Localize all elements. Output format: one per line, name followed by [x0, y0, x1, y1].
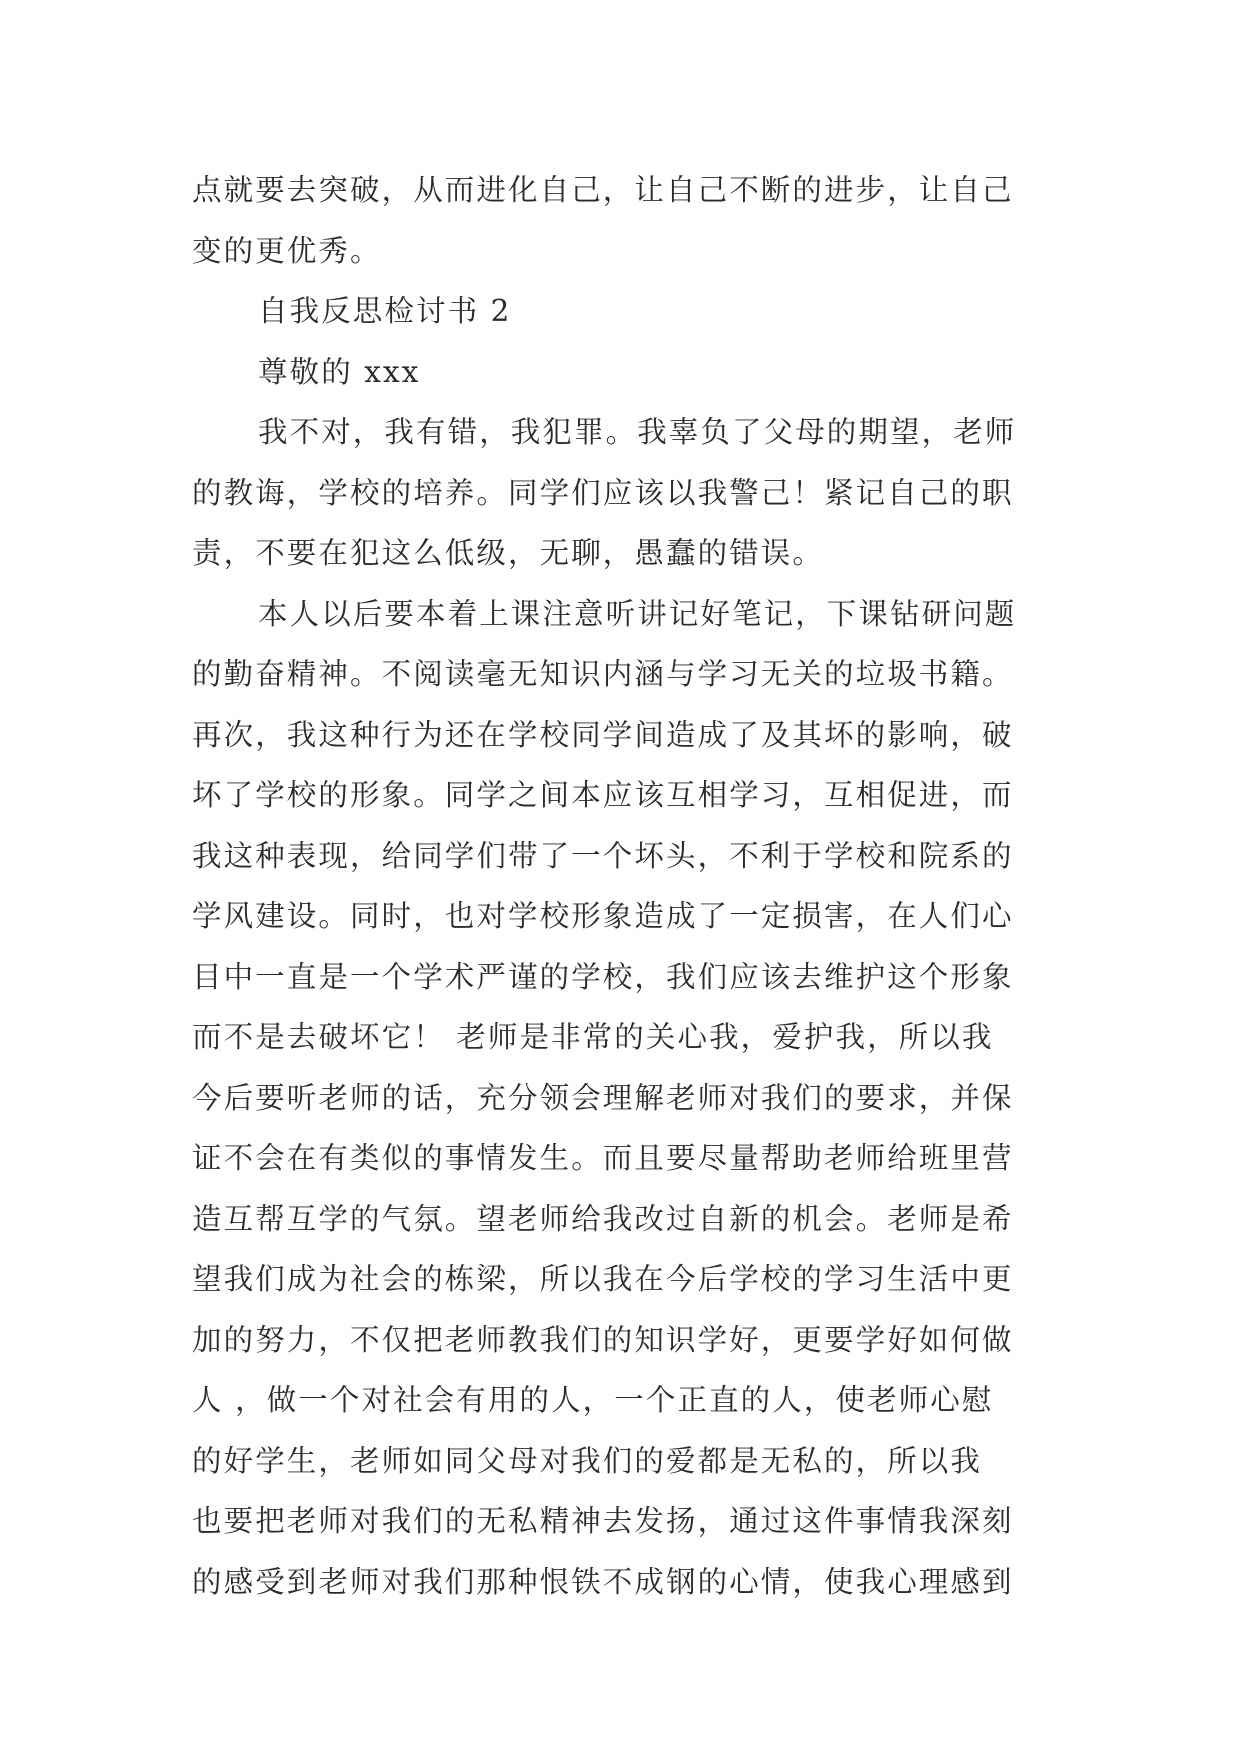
text-line: 的教诲，学校的培养。同学们应该以我警己！紧记自己的职: [192, 475, 1014, 510]
paragraph-commitment: [192, 584, 1072, 1613]
text-line: 的好学生，老师如同父母对我们的爱都是无私的，所以我: [192, 1443, 983, 1478]
text-line: 加的努力，不仅把老师教我们的知识学好，更要学好如何做: [192, 1322, 1014, 1357]
text-line: 证不会在有类似的事情发生。而且要尽量帮助老师给班里营: [192, 1141, 1014, 1175]
salutation: 尊敬的 xxx: [258, 354, 421, 389]
text-line: 变的更优秀。: [192, 233, 382, 268]
text-line: 目中一直是一个学术严谨的学校，我们应该去维护这个形象: [192, 959, 1014, 994]
text-line: 本人以后要本着上课注意听讲记好笔记，下课钻研问题: [258, 596, 1017, 631]
document-body: [192, 160, 1072, 1612]
text-line: 点就要去突破，从而进化自己，让自己不断的进步，让自己: [192, 173, 1014, 207]
text-line: 责，不要在犯这么低级，无聊，愚蠢的错误。: [192, 536, 825, 570]
text-line: 再次，我这种行为还在学校同学间造成了及其坏的影响，破: [192, 717, 1014, 752]
text-line: 的勤奋精神。不阅读毫无知识内涵与学习无关的垃圾书籍。: [192, 657, 1014, 691]
text-line: 学风建设。同时，也对学校形象造成了一定损害，在人们心: [192, 899, 1014, 933]
text-line: 人 ，做一个对社会有用的人，一个正直的人，使老师心慰: [192, 1383, 994, 1417]
text-line: 今后要听老师的话，充分领会理解老师对我们的要求，并保: [192, 1080, 1014, 1115]
text-line: 造互帮互学的气氛。望老师给我改过自新的机会。老师是希: [192, 1201, 1014, 1236]
text-line: 我不对，我有错，我犯罪。我辜负了父母的期望，老师: [258, 415, 1017, 449]
text-line: 望我们成为社会的栋梁，所以我在今后学校的学习生活中更: [192, 1262, 1014, 1296]
text-line: 坏了学校的形象。同学之间本应该互相学习，互相促进，而: [192, 778, 1014, 812]
document-title: 自我反思检讨书 2: [258, 294, 512, 328]
text-line: 也要把老师对我们的无私精神去发扬，通过这件事情我深刻: [192, 1504, 1014, 1538]
paragraph-apology: [192, 402, 1072, 584]
text-line: 的感受到老师对我们那种恨铁不成钢的心情，使我心理感到: [192, 1564, 1014, 1599]
continuation-paragraph: [192, 160, 1072, 281]
text-line: 而不是去破坏它！ 老师是非常的关心我，爱护我，所以我: [192, 1020, 994, 1054]
text-line: 我这种表现，给同学们带了一个坏头，不利于学校和院系的: [192, 838, 1014, 873]
